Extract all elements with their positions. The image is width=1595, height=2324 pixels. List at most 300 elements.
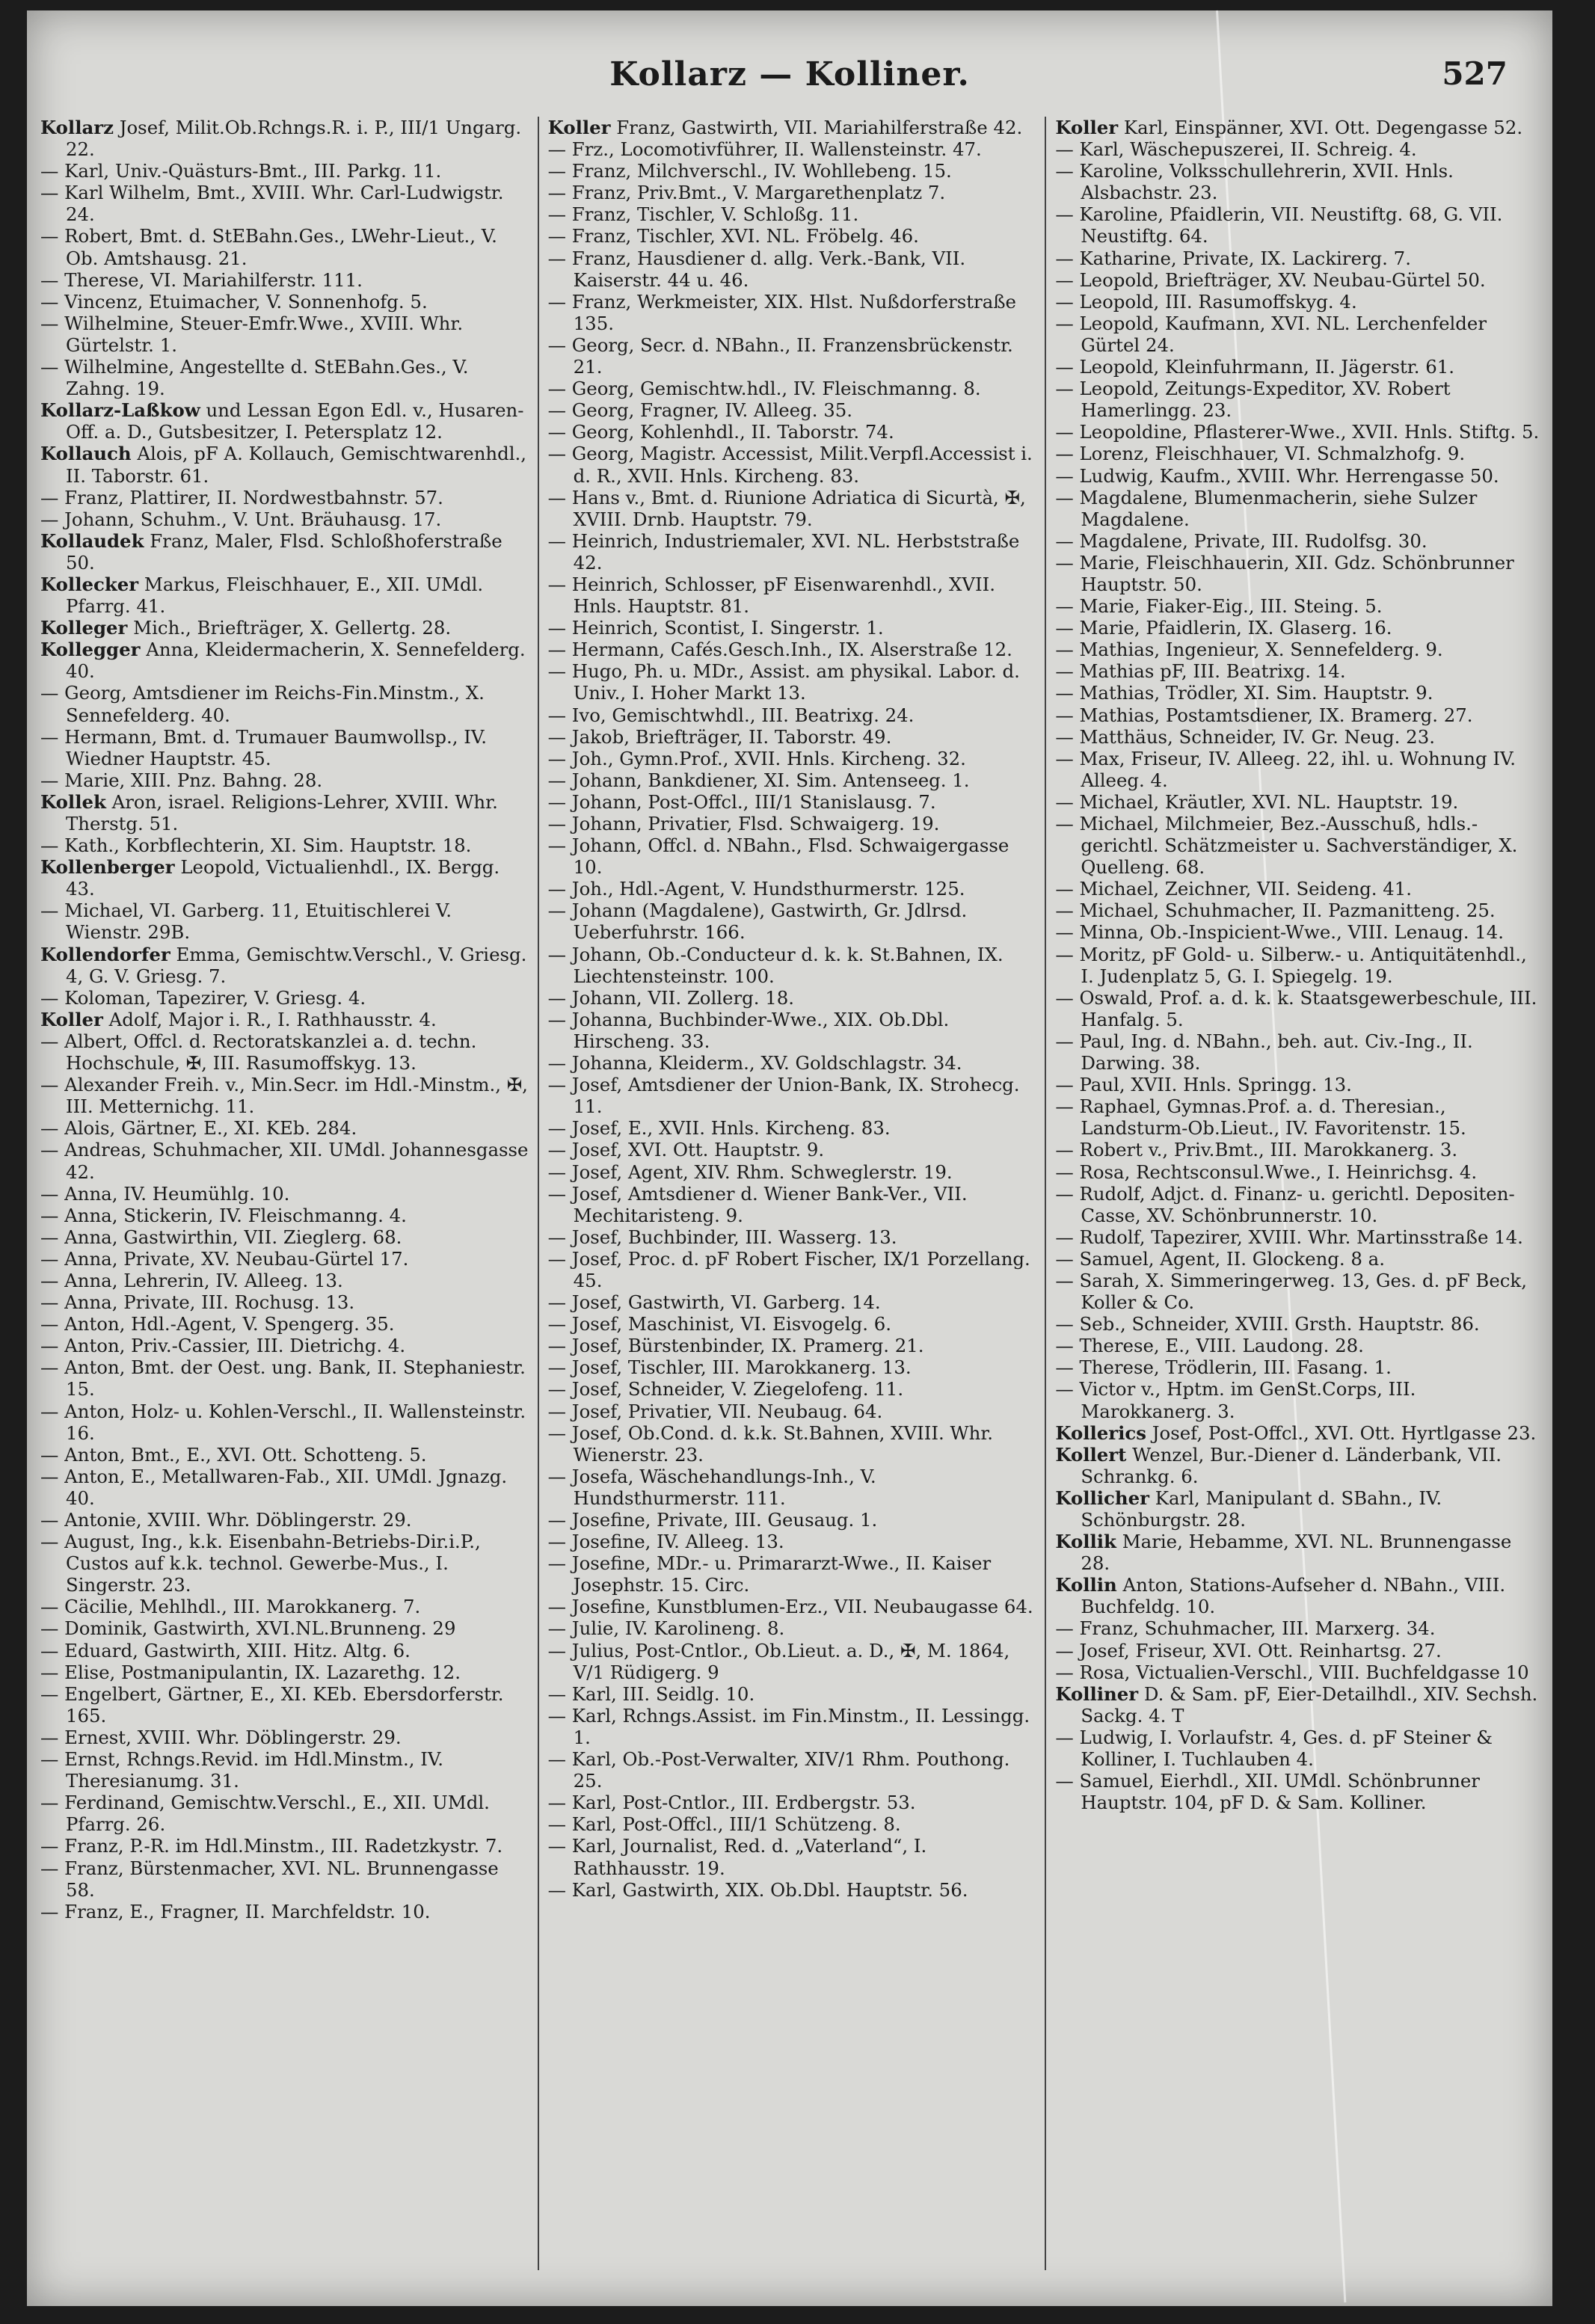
entry-text: Anton, Stations-Aufseher d. NBahn., VIII. Buchfeldg. 10. bbox=[1081, 1574, 1506, 1618]
entry-text: — Mathias, Trödler, XI. Sim. Hauptstr. 9. bbox=[1055, 682, 1433, 704]
entry-text: D. & Sam. pF, Eier-Detailhdl., XIV. Sechsh. Sackg. 4. T bbox=[1081, 1682, 1538, 1727]
entry-text: — Karl, Ob.-Post-Verwalter, XIV/1 Rhm. Pouthong. 25. bbox=[547, 1748, 1010, 1792]
entry-text: — Josef, XVI. Ott. Hauptstr. 9. bbox=[547, 1139, 825, 1161]
directory-entry bbox=[1055, 1183, 1543, 1226]
directory-entry bbox=[1055, 313, 1543, 356]
directory-entry bbox=[40, 530, 529, 574]
column-divider bbox=[538, 117, 539, 2270]
entry-text: — Ernest, XVIII. Whr. Döblingerstr. 29. bbox=[40, 1726, 402, 1748]
entry-surname: Kollauch bbox=[40, 443, 132, 465]
directory-entry bbox=[548, 1552, 1036, 1596]
entry-text: — Julie, IV. Karolineng. 8. bbox=[547, 1617, 785, 1640]
directory-entry bbox=[548, 1139, 1036, 1161]
entry-text: — Josefine, Private, III. Geusaug. 1. bbox=[547, 1509, 878, 1531]
directory-entry bbox=[1055, 117, 1543, 138]
directory-entry bbox=[40, 1531, 529, 1596]
entry-text: — Karl, Gastwirth, XIX. Ob.Dbl. Hauptstr. 56. bbox=[547, 1878, 968, 1901]
entry-text: — Josef, Buchbinder, III. Wasserg. 13. bbox=[547, 1226, 897, 1248]
entry-text: — Alexander Freih. v., Min.Secr. im Hdl.-Minstm., ✠, III. Metternichg. 11. bbox=[40, 1074, 528, 1118]
entry-text: — Georg, Secr. d. NBahn., II. Franzensbrückenstr. 21. bbox=[547, 333, 1013, 378]
entry-text: — Koloman, Tapezirer, V. Griesg. 4. bbox=[40, 986, 366, 1009]
directory-entry bbox=[1055, 1095, 1543, 1139]
directory-entry bbox=[548, 1422, 1036, 1466]
directory-entry bbox=[548, 813, 1036, 834]
entry-text: — Josef, Friseur, XVI. Ott. Reinhartsg. 27. bbox=[1055, 1639, 1442, 1661]
entry-text: — Josefine, IV. Alleeg. 13. bbox=[547, 1531, 784, 1553]
directory-entry bbox=[40, 682, 529, 725]
entry-text: — Anton, Priv.-Cassier, III. Dietrichg. 4. bbox=[40, 1335, 406, 1357]
directory-entry bbox=[548, 1835, 1036, 1878]
directory-entry bbox=[40, 1401, 529, 1444]
entry-text: — Karoline, Pfaidlerin, VII. Neustiftg. 68, G. VII. Neustiftg. 64. bbox=[1055, 203, 1503, 248]
entry-text: — Hermann, Bmt. d. Trumauer Baumwollsp., IV. Wiedner Hauptstr. 45. bbox=[40, 725, 488, 769]
entry-text: — Ernst, Rchngs.Revid. im Hdl.Minstm., IV. Theresianumg. 31. bbox=[40, 1748, 444, 1792]
directory-entry bbox=[40, 443, 529, 486]
directory-entry bbox=[40, 1291, 529, 1313]
entry-text: — Karl Wilhelm, Bmt., XVIII. Whr. Carl-Ludwigstr. 24. bbox=[40, 182, 504, 226]
directory-entry bbox=[40, 1509, 529, 1531]
entry-text: — Karl, III. Seidlg. 10. bbox=[547, 1682, 755, 1705]
directory-entry bbox=[1055, 1139, 1543, 1161]
entry-text: — Josef, Amtsdiener d. Wiener Bank-Ver., VII. Mechitaristeng. 9. bbox=[547, 1182, 968, 1226]
entry-text: — Victor v., Hptm. im GenSt.Corps, III. Marokkanerg. 3. bbox=[1055, 1378, 1416, 1422]
entry-text: — Johann, VII. Zollerg. 18. bbox=[547, 986, 795, 1009]
entry-text: — Franz, P.-R. im Hdl.Minstm., III. Radetzkystr. 7. bbox=[40, 1835, 503, 1857]
entry-text: — Albert, Offcl. d. Rectoratskanzlei a. d. techn. Hochschule, ✠, III. Rasumoffskyg. 13. bbox=[40, 1030, 477, 1075]
entry-text: — Franz, Schuhmacher, III. Marxerg. 34. bbox=[1055, 1617, 1436, 1640]
directory-entry bbox=[548, 487, 1036, 530]
directory-entry bbox=[40, 1205, 529, 1226]
directory-entry bbox=[548, 987, 1036, 1009]
directory-entry bbox=[40, 160, 529, 182]
directory-entry bbox=[1055, 1661, 1543, 1683]
entry-surname: Koller bbox=[547, 117, 611, 138]
entry-text: — Karl, Post-Offcl., III/1 Schützeng. 8. bbox=[547, 1813, 901, 1836]
directory-entry bbox=[548, 1509, 1036, 1531]
entry-text: — Engelbert, Gärtner, E., XI. KEb. Ebersdorferstr. 165. bbox=[40, 1682, 504, 1727]
directory-entry bbox=[1055, 1640, 1543, 1661]
entry-text: — Antonie, XVIII. Whr. Döblingerstr. 29. bbox=[40, 1509, 412, 1531]
directory-entry bbox=[40, 1748, 529, 1792]
entry-text: — Anna, Gastwirthin, VII. Zieglerg. 68. bbox=[40, 1226, 402, 1248]
directory-entry bbox=[40, 987, 529, 1009]
directory-entry bbox=[40, 1183, 529, 1205]
directory-entry bbox=[40, 1356, 529, 1400]
directory-entry bbox=[548, 378, 1036, 399]
directory-entry bbox=[40, 834, 529, 856]
directory-entry bbox=[548, 1117, 1036, 1139]
directory-entry bbox=[548, 117, 1036, 138]
entry-text: — Josef, Privatier, VII. Neubaug. 64. bbox=[547, 1400, 883, 1422]
entry-text: — Magdalene, Blumenmacherin, siehe Sulzer Magdalene. bbox=[1055, 486, 1478, 530]
entry-text: — Michael, Zeichner, VII. Seideng. 41. bbox=[1055, 878, 1413, 900]
directory-entry bbox=[1055, 704, 1543, 726]
column-3 bbox=[1055, 117, 1543, 2285]
entry-surname: Kollicher bbox=[1055, 1487, 1149, 1509]
entry-text: — Josef, Maschinist, VI. Eisvogelg. 6. bbox=[547, 1313, 891, 1335]
entry-text: und Lessan Egon Edl. v., Husaren-Off. a. D., Gutsbesitzer, I. Petersplatz 12. bbox=[66, 399, 524, 443]
entry-surname: Kollek bbox=[40, 790, 106, 813]
directory-entry bbox=[40, 487, 529, 508]
entry-columns bbox=[40, 117, 1543, 2285]
directory-entry bbox=[1055, 465, 1543, 487]
entry-text: — Karl, Rchngs.Assist. im Fin.Minstm., II. Lessingg. 1. bbox=[547, 1704, 1030, 1748]
entry-text: — Rosa, Rechtsconsul.Wwe., I. Heinrichsg. 4. bbox=[1055, 1161, 1478, 1183]
directory-entry bbox=[548, 530, 1036, 574]
entry-surname: Kollin bbox=[1055, 1574, 1117, 1596]
entry-text: — Josef, Bürstenbinder, IX. Pramerg. 21. bbox=[547, 1335, 924, 1357]
directory-entry bbox=[548, 225, 1036, 247]
entry-text: — Katharine, Private, IX. Lackirerg. 7. bbox=[1055, 247, 1411, 269]
directory-entry bbox=[40, 769, 529, 791]
entry-text: — Therese, Trödlerin, III. Fasang. 1. bbox=[1055, 1356, 1392, 1379]
directory-entry bbox=[548, 1879, 1036, 1901]
directory-entry bbox=[548, 748, 1036, 769]
column-2 bbox=[548, 117, 1036, 2285]
page-header bbox=[27, 55, 1552, 115]
entry-text: Marie, Hebamme, XVI. NL. Brunnengasse 28. bbox=[1081, 1531, 1512, 1575]
entry-text: — Franz, Plattirer, II. Nordwestbahnstr. 57. bbox=[40, 486, 443, 508]
entry-text: — Alois, Gärtner, E., XI. KEb. 284. bbox=[40, 1117, 357, 1140]
entry-surname: Kollerics bbox=[1055, 1421, 1146, 1444]
directory-entry bbox=[548, 726, 1036, 748]
entry-text: — Marie, Fiaker-Eig., III. Steing. 5. bbox=[1055, 595, 1383, 618]
entry-text: — Karl, Wäschepuszerei, II. Schreig. 4. bbox=[1055, 138, 1417, 161]
entry-text: — Franz, Werkmeister, XIX. Hlst. Nußdorferstraße 135. bbox=[547, 290, 1016, 334]
entry-text: — Anna, Private, XV. Neubau-Gürtel 17. bbox=[40, 1247, 409, 1270]
directory-entry bbox=[40, 1466, 529, 1509]
entry-text: — Michael, VI. Garberg. 11, Etuitischlerei V. Wienstr. 29B. bbox=[40, 900, 452, 944]
entry-text: — Karl, Journalist, Red. d. „Vaterland“, I. Rathhausstr. 19. bbox=[547, 1835, 927, 1879]
entry-text: — Johann, Post-Offcl., III/1 Stanislausg. 7. bbox=[547, 790, 936, 813]
entry-text: — Andreas, Schuhmacher, XII. UMdl. Johannesgasse 42. bbox=[40, 1139, 529, 1183]
directory-entry bbox=[40, 1901, 529, 1922]
entry-surname: Kollarz bbox=[40, 117, 114, 138]
entry-text: — Samuel, Eierhdl., XII. UMdl. Schönbrunner Hauptstr. 104, pF D. & Sam. Kolliner. bbox=[1055, 1770, 1480, 1814]
entry-text: — Sarah, X. Simmeringerweg. 13, Ges. d. pF Beck, Koller & Co. bbox=[1055, 1269, 1527, 1314]
directory-entry bbox=[548, 1466, 1036, 1509]
directory-entry bbox=[40, 1857, 529, 1901]
entry-text: — Leopold, Kaufmann, XVI. NL. Lerchenfelder Gürtel 24. bbox=[1055, 312, 1487, 356]
directory-entry bbox=[40, 1030, 529, 1074]
entry-text: — Michael, Milchmeier, Bez.-Ausschuß, hdls.-gerichtl. Schätzmeister u. Sachverständiger, X. Quelleng. 68. bbox=[1055, 813, 1518, 879]
entry-text: — Matthäus, Schneider, IV. Gr. Neug. 23. bbox=[1055, 725, 1435, 748]
directory-entry bbox=[1055, 443, 1543, 464]
entry-text: — Max, Friseur, IV. Alleeg. 22, ihl. u. Wohnung IV. Alleeg. 4. bbox=[1055, 747, 1516, 791]
directory-entry bbox=[1055, 987, 1543, 1030]
directory-entry bbox=[548, 900, 1036, 943]
directory-entry bbox=[1055, 1248, 1543, 1270]
directory-entry bbox=[40, 1640, 529, 1661]
directory-entry bbox=[548, 160, 1036, 182]
directory-entry bbox=[1055, 1270, 1543, 1313]
page-number: 527 bbox=[1442, 55, 1508, 92]
directory-entry bbox=[40, 617, 529, 639]
directory-entry bbox=[1055, 1574, 1543, 1617]
entry-text: — Josef, Gastwirth, VI. Garberg. 14. bbox=[547, 1291, 881, 1314]
entry-text: — Leopold, Kleinfuhrmann, II. Jägerstr. 61. bbox=[1055, 356, 1455, 378]
directory-entry bbox=[1055, 1074, 1543, 1095]
directory-entry bbox=[548, 944, 1036, 987]
directory-entry bbox=[1055, 1378, 1543, 1421]
directory-entry bbox=[548, 1792, 1036, 1813]
entry-text: — Samuel, Agent, II. Glockeng. 8 a. bbox=[1055, 1247, 1385, 1270]
entry-text: — Karl, Univ.-Quästurs-Bmt., III. Parkg. 11. bbox=[40, 160, 442, 182]
directory-entry bbox=[1055, 1356, 1543, 1378]
entry-text: — Anton, Holz- u. Kohlen-Verschl., II. Wallensteinstr. 16. bbox=[40, 1400, 526, 1444]
entry-text: — Karoline, Volksschullehrerin, XVII. Hnls. Alsbachstr. 23. bbox=[1055, 160, 1454, 204]
entry-text: Alois, pF A. Kollauch, Gemischtwarenhdl., II. Taborstr. 61. bbox=[66, 443, 527, 487]
entry-text: — Heinrich, Schlosser, pF Eisenwarenhdl., XVII. Hnls. Hauptstr. 81. bbox=[547, 573, 996, 618]
entry-text: — Hugo, Ph. u. MDr., Assist. am physikal. Labor. d. Univ., I. Hoher Markt 13. bbox=[547, 660, 1020, 704]
entry-text: — Julius, Post-Cntlor., Ob.Lieut. a. D., ✠, M. 1864, V/1 Rüdigerg. 9 bbox=[547, 1639, 1010, 1683]
directory-entry bbox=[548, 617, 1036, 639]
directory-entry bbox=[1055, 1422, 1543, 1444]
entry-text: — Minna, Ob.-Inspicient-Wwe., VIII. Lenaug. 14. bbox=[1055, 921, 1505, 944]
entry-text: — Heinrich, Industriemaler, XVI. NL. Herbststraße 42. bbox=[547, 529, 1020, 574]
entry-text: — Leopold, Zeitungs-Expeditor, XV. Robert Hamerlingg. 23. bbox=[1055, 378, 1451, 422]
entry-text: — Wilhelmine, Steuer-Emfr.Wwe., XVIII. Whr. Gürtelstr. 1. bbox=[40, 312, 464, 356]
entry-text: — Josef, Proc. d. pF Robert Fischer, IX/1 Porzellang. 45. bbox=[547, 1247, 1030, 1291]
directory-entry bbox=[548, 1617, 1036, 1639]
running-title: Kollarz — Kolliner. bbox=[609, 55, 970, 93]
directory-entry bbox=[548, 1401, 1036, 1422]
directory-entry bbox=[1055, 356, 1543, 378]
entry-text: — Josefine, MDr.- u. Primararzt-Wwe., II. Kaiser Josephstr. 15. Circ. bbox=[547, 1552, 992, 1596]
entry-text: — Johanna, Buchbinder-Wwe., XIX. Ob.Dbl. Hirscheng. 33. bbox=[547, 1008, 950, 1052]
entry-text: — Ludwig, Kaufm., XVIII. Whr. Herrengasse 50. bbox=[1055, 464, 1499, 487]
directory-entry bbox=[548, 791, 1036, 813]
entry-text: — Wilhelmine, Angestellte d. StEBahn.Ges., V. Zahng. 19. bbox=[40, 356, 469, 400]
entry-text: — Paul, XVII. Hnls. Springg. 13. bbox=[1055, 1074, 1352, 1096]
directory-entry bbox=[548, 1531, 1036, 1552]
directory-entry bbox=[40, 1835, 529, 1857]
directory-entry bbox=[1055, 378, 1543, 421]
directory-entry bbox=[40, 1661, 529, 1683]
directory-entry bbox=[40, 313, 529, 356]
directory-entry bbox=[1055, 921, 1543, 943]
directory-entry bbox=[40, 356, 529, 399]
entry-text: — Mathias, Postamtsdiener, IX. Bramerg. 27. bbox=[1055, 704, 1473, 726]
entry-text: — Jakob, Briefträger, II. Taborstr. 49. bbox=[547, 725, 892, 748]
entry-text: — Johann, Schuhm., V. Unt. Bräuhausg. 17. bbox=[40, 508, 442, 530]
entry-text: — Josef, E., XVII. Hnls. Kircheng. 83. bbox=[547, 1117, 891, 1140]
entry-text: Emma, Gemischtw.Verschl., V. Griesg. 4, G. V. Griesg. 7. bbox=[66, 943, 527, 987]
entry-text: Aron, israel. Religions-Lehrer, XVIII. Whr. Therstg. 51. bbox=[66, 790, 498, 834]
directory-entry bbox=[1055, 248, 1543, 269]
directory-entry bbox=[548, 334, 1036, 378]
entry-surname: Kollik bbox=[1055, 1531, 1116, 1553]
entry-text: — Mathias pF, III. Beatrixg. 14. bbox=[1055, 660, 1346, 683]
entry-text: — Josefa, Wäschehandlungs-Inh., V. Hundsthurmerstr. 111. bbox=[547, 1465, 876, 1509]
directory-entry bbox=[1055, 269, 1543, 291]
entry-text: — Dominik, Gastwirth, XVI.NL.Brunneng. 29 bbox=[40, 1617, 456, 1640]
directory-entry bbox=[1055, 1030, 1543, 1074]
directory-entry bbox=[40, 291, 529, 313]
directory-entry bbox=[1055, 203, 1543, 247]
directory-entry bbox=[1055, 530, 1543, 552]
entry-text: — Josefine, Kunstblumen-Erz., VII. Neubaugasse 64. bbox=[547, 1596, 1033, 1618]
entry-surname: Kollendorfer bbox=[40, 943, 170, 965]
entry-text: — Josef, Tischler, III. Marokkanerg. 13. bbox=[547, 1356, 912, 1379]
column-1 bbox=[40, 117, 529, 2285]
directory-entry bbox=[40, 1009, 529, 1030]
directory-entry bbox=[1055, 639, 1543, 660]
directory-entry bbox=[548, 1052, 1036, 1074]
entry-text: — Anton, Hdl.-Agent, V. Spengerg. 35. bbox=[40, 1313, 395, 1335]
entry-text: Leopold, Victualienhdl., IX. Bergg. 43. bbox=[66, 856, 500, 900]
entry-text: — Johann, Bankdiener, XI. Sim. Antenseeg. 1. bbox=[547, 769, 970, 791]
directory-entry bbox=[548, 834, 1036, 878]
entry-text: Josef, Milit.Ob.Rchngs.R. i. P., III/1 Ungarg. 22. bbox=[66, 117, 522, 161]
directory-entry bbox=[40, 1444, 529, 1466]
directory-entry bbox=[40, 856, 529, 900]
directory-entry bbox=[40, 1596, 529, 1617]
entry-text: — Georg, Amtsdiener im Reichs-Fin.Minstm., X. Sennefelderg. 40. bbox=[40, 682, 485, 726]
entry-text: — Anton, Bmt. der Oest. ung. Bank, II. Stephaniestr. 15. bbox=[40, 1356, 526, 1401]
directory-entry bbox=[1055, 1617, 1543, 1639]
entry-text: — Oswald, Prof. a. d. k. k. Staatsgewerbeschule, III. Hanfalg. 5. bbox=[1055, 986, 1537, 1030]
directory-entry bbox=[40, 1313, 529, 1335]
entry-text: Mich., Briefträger, X. Gellertg. 28. bbox=[127, 617, 452, 639]
directory-entry bbox=[1055, 878, 1543, 900]
directory-entry bbox=[548, 1705, 1036, 1748]
entry-text: — Paul, Ing. d. NBahn., beh. aut. Civ.-Ing., II. Darwing. 38. bbox=[1055, 1030, 1473, 1075]
entry-text: — Michael, Kräutler, XVI. NL. Hauptstr. 19. bbox=[1055, 790, 1459, 813]
entry-text: — Anna, Stickerin, IV. Fleischmanng. 4. bbox=[40, 1204, 407, 1226]
entry-text: — Josef, Schneider, V. Ziegelofeng. 11. bbox=[547, 1378, 904, 1401]
entry-surname: Koller bbox=[40, 1008, 103, 1030]
directory-entry bbox=[40, 1248, 529, 1270]
entry-text: — Robert v., Priv.Bmt., III. Marokkanerg. 3. bbox=[1055, 1139, 1458, 1161]
directory-entry bbox=[40, 117, 529, 160]
directory-entry bbox=[1055, 1335, 1543, 1356]
directory-entry bbox=[548, 421, 1036, 443]
directory-entry bbox=[548, 182, 1036, 203]
entry-surname: Kollecker bbox=[40, 573, 139, 595]
entry-text: Karl, Manipulant d. SBahn., IV. Schönburgstr. 28. bbox=[1081, 1487, 1442, 1531]
entry-text: — Lorenz, Fleischhauer, VI. Schmalzhofg. 9. bbox=[1055, 443, 1466, 465]
entry-text: — Georg, Magistr. Accessist, Milit.Verpfl.Accessist i. d. R., XVII. Hnls. Kircheng. 83. bbox=[547, 443, 1033, 487]
entry-text: — Franz, Tischler, V. Schloßg. 11. bbox=[547, 203, 859, 226]
directory-entry bbox=[1055, 160, 1543, 203]
directory-entry bbox=[40, 1727, 529, 1748]
entry-text: — Rosa, Victualien-Verschl., VIII. Buchfeldgasse 10 bbox=[1055, 1661, 1529, 1683]
directory-entry bbox=[548, 878, 1036, 900]
entry-surname: Kolleger bbox=[40, 617, 128, 639]
directory-entry bbox=[1055, 1487, 1543, 1531]
directory-entry bbox=[1055, 748, 1543, 791]
entry-text: — Leopold, III. Rasumoffskyg. 4. bbox=[1055, 290, 1357, 313]
entry-text: — Eduard, Gastwirth, XIII. Hitz. Altg. 6. bbox=[40, 1639, 411, 1661]
directory-entry bbox=[40, 399, 529, 443]
directory-entry bbox=[548, 1748, 1036, 1792]
directory-entry bbox=[1055, 1313, 1543, 1335]
directory-entry bbox=[40, 1270, 529, 1291]
directory-entry bbox=[548, 1683, 1036, 1705]
directory-entry bbox=[40, 1792, 529, 1835]
entry-text: — Frz., Locomotivführer, II. Wallensteinstr. 47. bbox=[547, 138, 982, 161]
entry-text: — Robert, Bmt. d. StEBahn.Ges., LWehr-Lieut., V. Ob. Amtshausg. 21. bbox=[40, 225, 497, 269]
directory-entry bbox=[548, 1813, 1036, 1835]
entry-text: — Anton, E., Metallwaren-Fab., XII. UMdl. Jgnazg. 40. bbox=[40, 1465, 508, 1509]
directory-entry bbox=[548, 1335, 1036, 1356]
directory-entry bbox=[1055, 1444, 1543, 1487]
directory-entry bbox=[40, 1117, 529, 1139]
entry-text: — Marie, Fleischhauerin, XII. Gdz. Schönbrunner Hauptstr. 50. bbox=[1055, 551, 1514, 595]
directory-entry bbox=[40, 1226, 529, 1248]
entry-text: — Leopold, Briefträger, XV. Neubau-Gürtel 50. bbox=[1055, 268, 1486, 291]
entry-text: Josef, Post-Offcl., XVI. Ott. Hyrtlgasse 23. bbox=[1146, 1421, 1537, 1444]
entry-text: — Ludwig, I. Vorlaufstr. 4, Ges. d. pF Steiner & Kolliner, I. Tuchlauben 4. bbox=[1055, 1726, 1493, 1771]
directory-entry bbox=[548, 443, 1036, 486]
column-divider bbox=[1045, 117, 1046, 2270]
entry-text: — Georg, Kohlenhdl., II. Taborstr. 74. bbox=[547, 421, 894, 443]
directory-entry bbox=[40, 726, 529, 769]
directory-entry bbox=[548, 1226, 1036, 1248]
entry-text: — Anton, Bmt., E., XVI. Ott. Schotteng. 5. bbox=[40, 1443, 427, 1466]
entry-text: — Hermann, Cafés.Gesch.Inh., IX. Alserstraße 12. bbox=[547, 639, 1012, 661]
entry-text: — Johann, Offcl. d. NBahn., Flsd. Schwaigergasse 10. bbox=[547, 834, 1009, 879]
directory-entry bbox=[1055, 487, 1543, 530]
entry-text: — Josef, Amtsdiener der Union-Bank, IX. Strohecg. 11. bbox=[547, 1074, 1020, 1118]
entry-text: — Therese, E., VIII. Laudong. 28. bbox=[1055, 1335, 1364, 1357]
entry-text: — Magdalene, Private, III. Rudolfsg. 30. bbox=[1055, 529, 1427, 552]
entry-text: — Cäcilie, Mehlhdl., III. Marokkanerg. 7. bbox=[40, 1596, 421, 1618]
directory-entry bbox=[1055, 813, 1543, 878]
entry-text: — Rudolf, Tapezirer, XVIII. Whr. Martinsstraße 14. bbox=[1055, 1226, 1523, 1248]
directory-entry bbox=[548, 291, 1036, 334]
entry-surname: Kollaudek bbox=[40, 529, 144, 552]
directory-entry bbox=[40, 574, 529, 617]
directory-entry bbox=[1055, 291, 1543, 313]
entry-surname: Kollenberger bbox=[40, 856, 175, 879]
directory-entry bbox=[40, 1617, 529, 1639]
entry-text: — Leopoldine, Pflasterer-Wwe., XVII. Hnls. Stiftg. 5. bbox=[1055, 421, 1540, 443]
entry-text: Markus, Fleischhauer, E., XII. UMdl. Pfarrg. 41. bbox=[66, 573, 484, 618]
directory-entry bbox=[40, 944, 529, 987]
entry-text: — Georg, Fragner, IV. Alleeg. 35. bbox=[547, 399, 853, 422]
entry-text: — Franz, Tischler, XVI. NL. Fröbelg. 46. bbox=[547, 225, 919, 248]
entry-surname: Kollert bbox=[1055, 1443, 1127, 1466]
directory-entry bbox=[548, 1074, 1036, 1117]
directory-entry bbox=[1055, 1683, 1543, 1727]
entry-text: Anna, Kleidermacherin, X. Sennefelderg. 40. bbox=[66, 639, 526, 683]
entry-text: — Anna, Lehrerin, IV. Alleeg. 13. bbox=[40, 1269, 343, 1291]
directory-entry bbox=[548, 1378, 1036, 1400]
entry-text: — Vincenz, Etuimacher, V. Sonnenhofg. 5. bbox=[40, 290, 428, 313]
entry-text: — Franz, E., Fragner, II. Marchfeldstr. 10. bbox=[40, 1900, 431, 1922]
entry-surname: Kolliner bbox=[1055, 1682, 1139, 1705]
directory-entry bbox=[40, 791, 529, 834]
entry-surname: Kollegger bbox=[40, 639, 141, 661]
directory-entry bbox=[40, 225, 529, 268]
directory-entry bbox=[1055, 791, 1543, 813]
directory-entry bbox=[548, 574, 1036, 617]
entry-text: Adolf, Major i. R., I. Rathhausstr. 4. bbox=[102, 1008, 437, 1030]
entry-text: Franz, Gastwirth, VII. Mariahilferstraße 42. bbox=[610, 117, 1023, 138]
entry-text: — Anna, Private, III. Rochusg. 13. bbox=[40, 1291, 355, 1314]
directory-entry bbox=[1055, 617, 1543, 639]
directory-entry bbox=[548, 1356, 1036, 1378]
directory-entry bbox=[548, 248, 1036, 291]
directory-entry bbox=[40, 508, 529, 530]
directory-entry bbox=[548, 704, 1036, 726]
entry-text: — Johann (Magdalene), Gastwirth, Gr. Jdlrsd. Ueberfuhrstr. 166. bbox=[547, 900, 968, 944]
directory-entry bbox=[1055, 1161, 1543, 1183]
directory-entry bbox=[40, 1139, 529, 1182]
directory-entry bbox=[548, 399, 1036, 421]
